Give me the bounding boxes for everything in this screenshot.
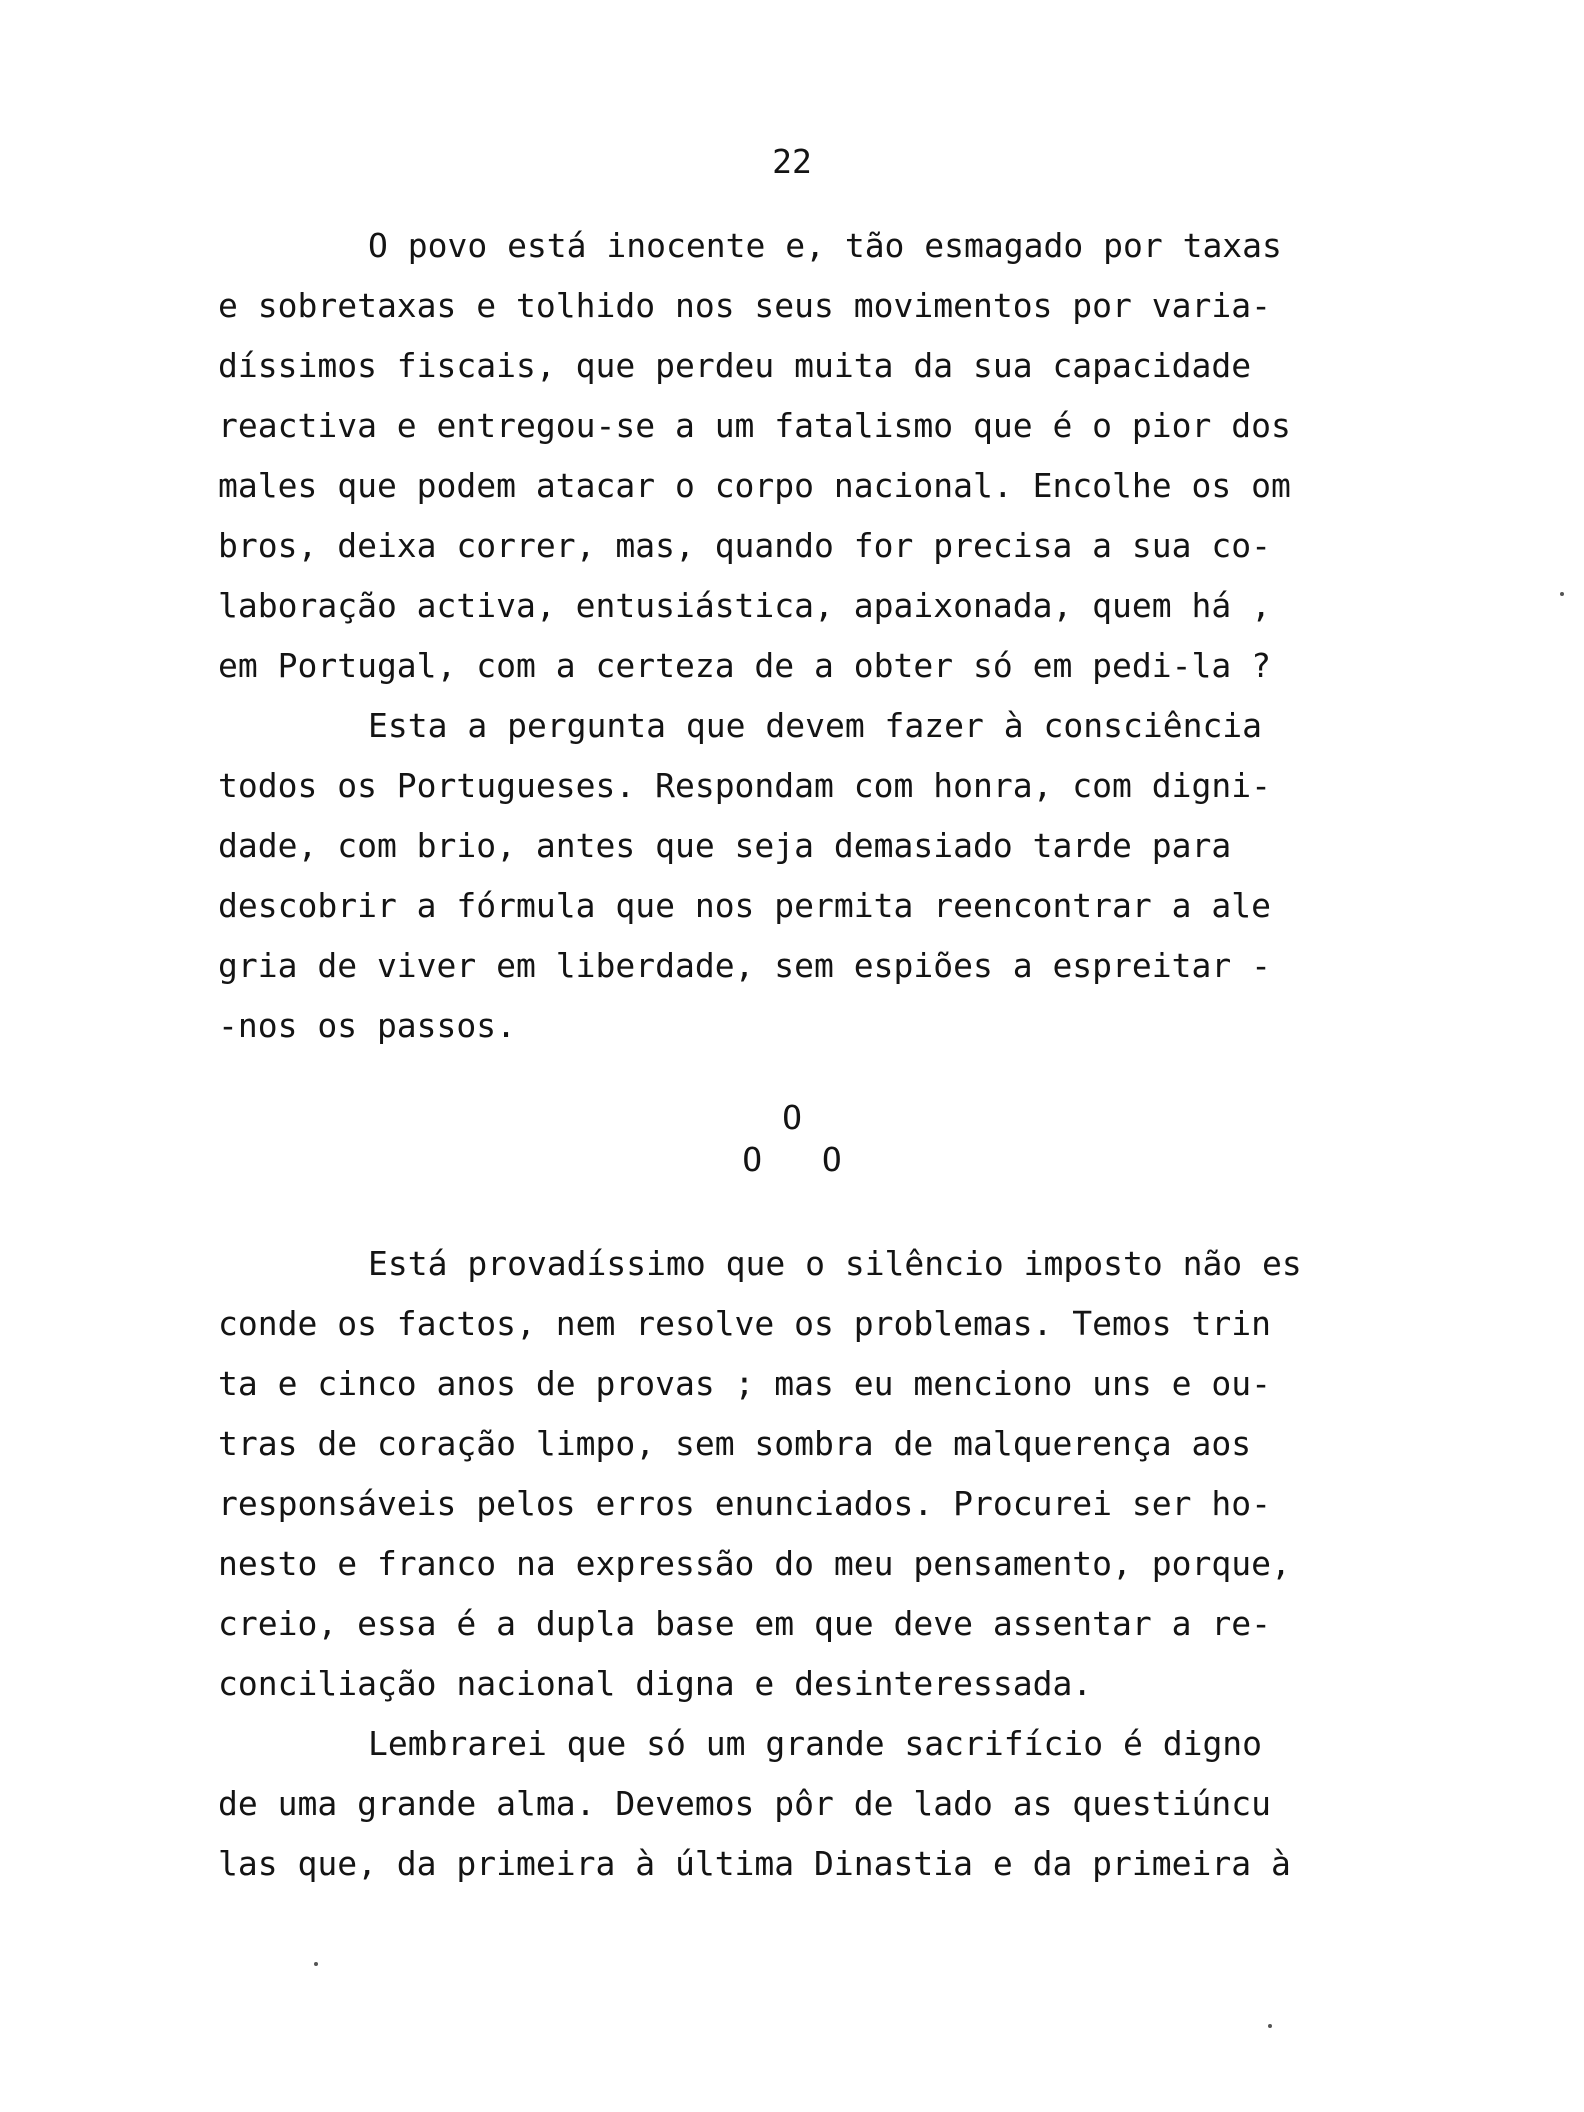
text-line: males que podem atacar o corpo nacional. Encolhe os om: [218, 466, 1291, 505]
text-line: reactiva e entregou-se a um fatalismo que é o pior dos: [218, 406, 1291, 445]
text-line: dade, com brio, antes que seja demasiado tarde para: [218, 826, 1232, 865]
text-line: creio, essa é a dupla base em que deve assentar a re-: [218, 1604, 1271, 1643]
text-line: e sobretaxas e tolhido nos seus movimentos por varia-: [218, 286, 1271, 325]
text-line: Esta a pergunta que devem fazer à consciência: [368, 706, 1263, 745]
text-line: bros, deixa correr, mas, quando for precisa a sua co-: [218, 526, 1271, 565]
text-line: em Portugal, com a certeza de a obter só em pedi-la ?: [218, 646, 1271, 685]
separator-ornament-top: O: [782, 1098, 802, 1137]
page-number: 22: [772, 142, 812, 181]
scan-speck: [1268, 2024, 1272, 2028]
text-line: de uma grande alma. Devemos pôr de lado as questiúncu: [218, 1784, 1271, 1823]
text-line: Está provadíssimo que o silêncio imposto não es: [368, 1244, 1302, 1283]
paragraph-block-2: [218, 1234, 1358, 1894]
text-line: O povo está inocente e, tão esmagado por taxas: [368, 226, 1282, 265]
text-line: díssimos fiscais, que perdeu muita da sua capacidade: [218, 346, 1252, 385]
text-line: nesto e franco na expressão do meu pensamento, porque,: [218, 1544, 1291, 1583]
text-line: conde os factos, nem resolve os problemas. Temos trin: [218, 1304, 1271, 1343]
text-line: -nos os passos.: [218, 1006, 517, 1045]
text-line: todos os Portugueses. Respondam com honra, com digni-: [218, 766, 1271, 805]
text-line: conciliação nacional digna e desinteressada.: [218, 1664, 1093, 1703]
text-line: tras de coração limpo, sem sombra de malquerença aos: [218, 1424, 1252, 1463]
text-line: Lembrarei que só um grande sacrifício é digno: [368, 1724, 1263, 1763]
text-line: laboração activa, entusiástica, apaixonada, quem há ,: [218, 586, 1271, 625]
text-line: gria de viver em liberdade, sem espiões a espreitar -: [218, 946, 1271, 985]
text-line: las que, da primeira à última Dinastia e da primeira à: [218, 1844, 1291, 1883]
scan-speck: [1560, 592, 1564, 596]
scan-speck: [314, 1962, 318, 1966]
text-line: ta e cinco anos de provas ; mas eu menciono uns e ou-: [218, 1364, 1271, 1403]
paragraph-block-1: [218, 216, 1358, 1056]
separator-ornament-bottom: O O: [742, 1140, 842, 1179]
text-line: responsáveis pelos erros enunciados. Procurei ser ho-: [218, 1484, 1271, 1523]
text-line: descobrir a fórmula que nos permita reencontrar a ale: [218, 886, 1271, 925]
